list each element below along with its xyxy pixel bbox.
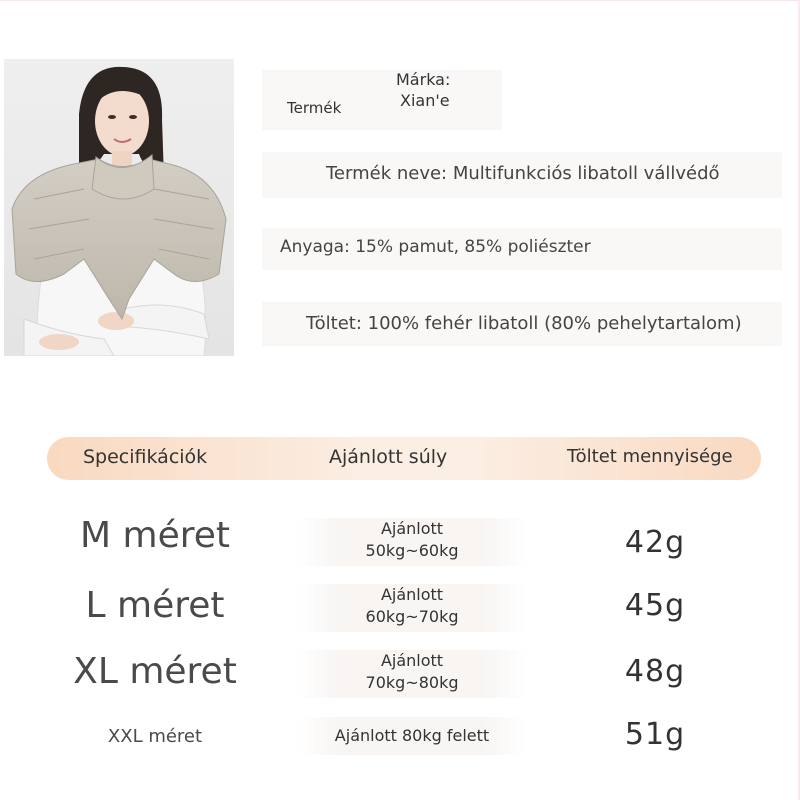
weight-l-line1: Ajánlott <box>380 585 444 604</box>
weight-m <box>297 518 527 566</box>
brand-value <box>400 91 450 110</box>
amount-xxl: 51g <box>624 717 686 752</box>
size-m: M méret <box>80 515 230 556</box>
filling-text: Töltet: 100% fehér libatoll (80% pehelytartalom) <box>306 313 742 334</box>
size-xxl: XXL méret <box>107 726 203 747</box>
model-wearing-shoulder-warmer-image <box>4 59 234 356</box>
weight-xxl <box>297 717 527 755</box>
product-name-text: Termék neve: Multifunkciós libatoll vállvédő <box>326 163 720 184</box>
material-text: Anyaga: 15% pamut, 85% poliészter <box>280 237 591 257</box>
weight-xl-line1: Ajánlott <box>380 651 444 670</box>
material-line <box>280 237 591 257</box>
product-label-text: Termék <box>287 99 342 117</box>
weight-xl <box>297 650 527 698</box>
header-weight: Ajánlott súly <box>329 446 448 468</box>
header-spec: Specifikációk <box>83 446 208 468</box>
weight-xl-line2: 70kg~80kg <box>365 673 459 692</box>
size-xl: XL méret <box>73 651 237 692</box>
weight-l-line2: 60kg~70kg <box>365 607 459 626</box>
brand-value-text: Xian'e <box>400 91 450 110</box>
brand-label-text: Márka: <box>396 70 451 89</box>
amount-l: 45g <box>624 588 686 623</box>
product-name-line <box>326 163 720 184</box>
product-photo <box>4 59 234 356</box>
amount-xl: 48g <box>624 654 686 689</box>
weight-m-line1: Ajánlott <box>380 519 444 538</box>
brand-label <box>396 70 450 89</box>
weight-xxl-line1: Ajánlott 80kg felett <box>334 726 490 745</box>
top-divider <box>0 0 800 1</box>
filling-line <box>306 313 742 334</box>
header-amount: Töltet mennyisége <box>567 446 733 467</box>
weight-l <box>297 584 527 632</box>
size-l: L méret <box>85 585 225 626</box>
amount-m: 42g <box>624 525 686 560</box>
product-label <box>287 99 341 117</box>
weight-m-line2: 50kg~60kg <box>365 541 459 560</box>
